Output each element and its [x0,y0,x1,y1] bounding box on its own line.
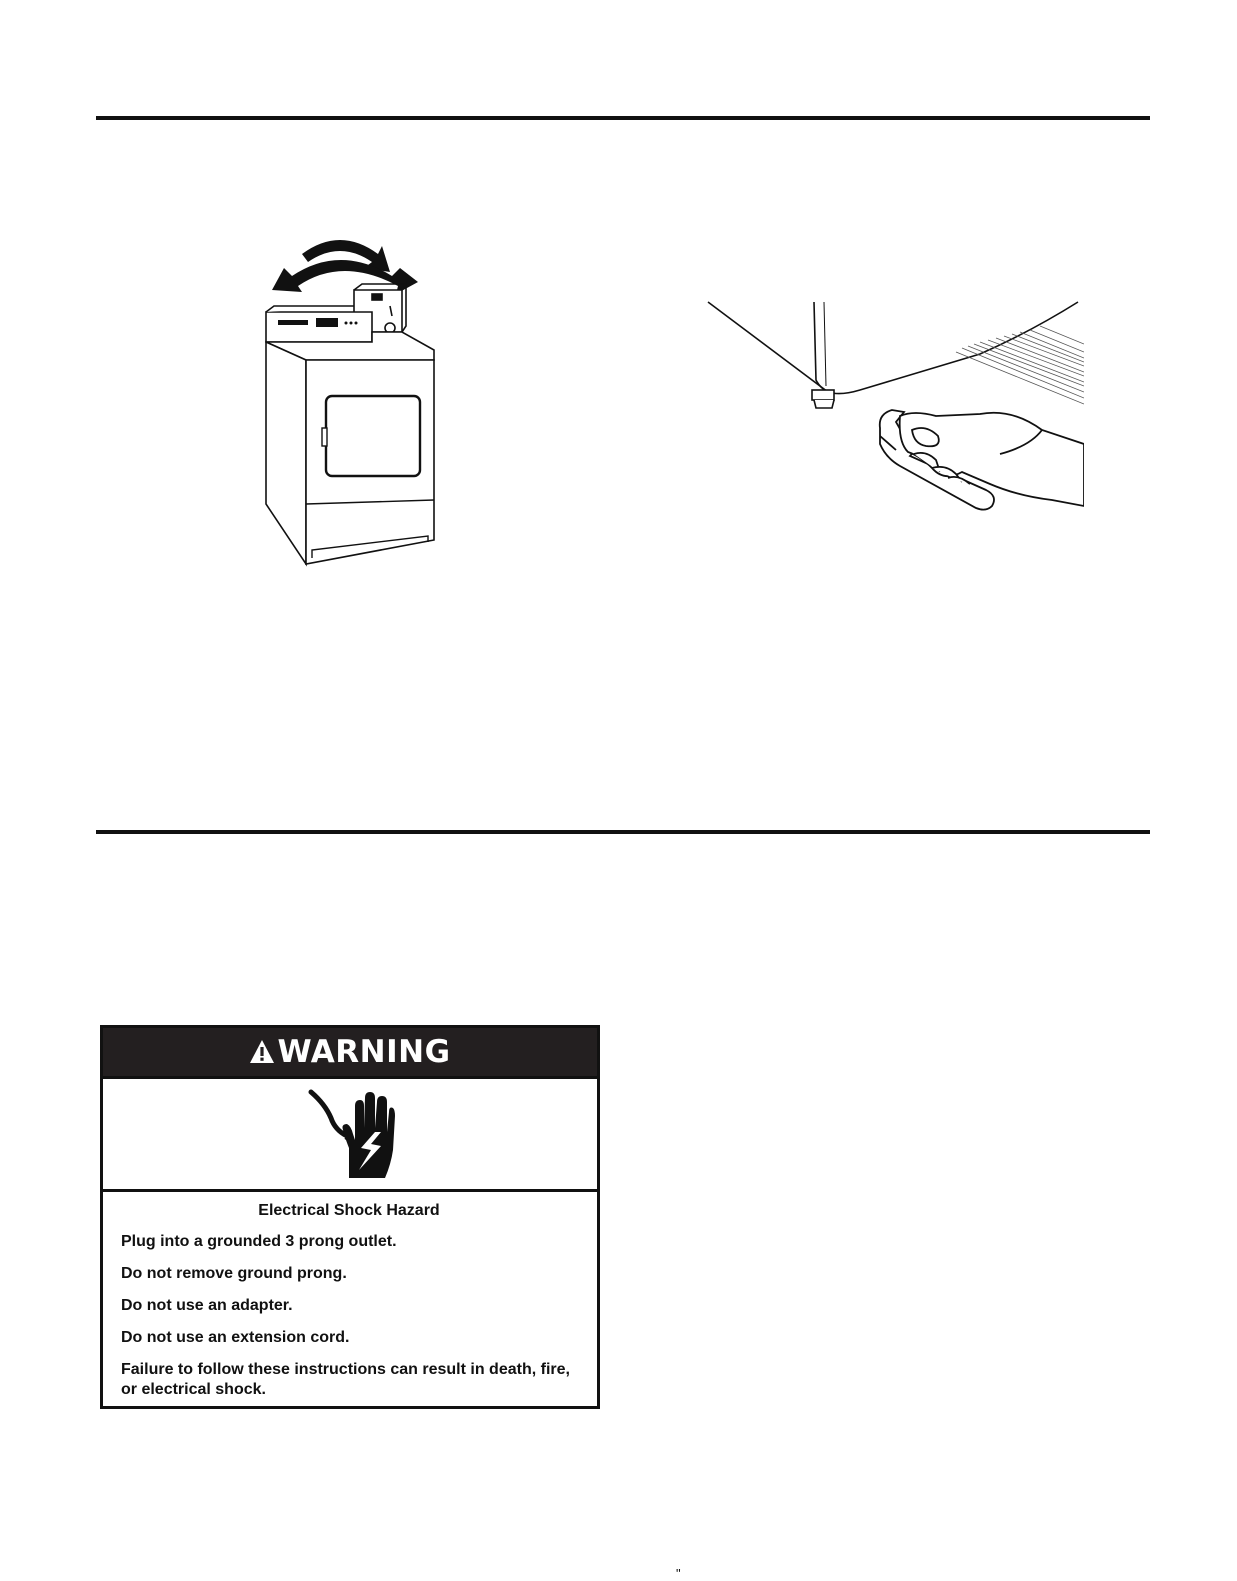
warning-triangle-icon [249,1039,275,1065]
electrical-shock-hand-icon [305,1088,395,1180]
warning-symbol-area [103,1079,597,1192]
warning-header [103,1028,597,1079]
warning-title: WARNING [277,1033,451,1070]
footer-text-fragment: " [676,1566,681,1581]
instruction-adapter: Do not use an adapter. [121,1297,293,1314]
instruction-ground-prong: Do not remove ground prong. [121,1265,347,1282]
rocking-arrows-icon [272,240,418,294]
hazard-title: Electrical Shock Hazard [258,1202,440,1219]
instruction-failure-consequence: Failure to follow these instructions can result in death, fire, or electrical shock. [121,1361,570,1398]
dryer-rocking-illustration [262,232,442,568]
section-divider-top [96,116,1150,120]
instruction-grounded-outlet: Plug into a grounded 3 prong outlet. [121,1233,397,1250]
instruction-extension-cord: Do not use an extension cord. [121,1329,350,1346]
section-divider-middle [96,830,1150,834]
electrical-shock-warning-box [100,1025,600,1409]
leveling-leg-wrench-illustration [700,296,1084,516]
